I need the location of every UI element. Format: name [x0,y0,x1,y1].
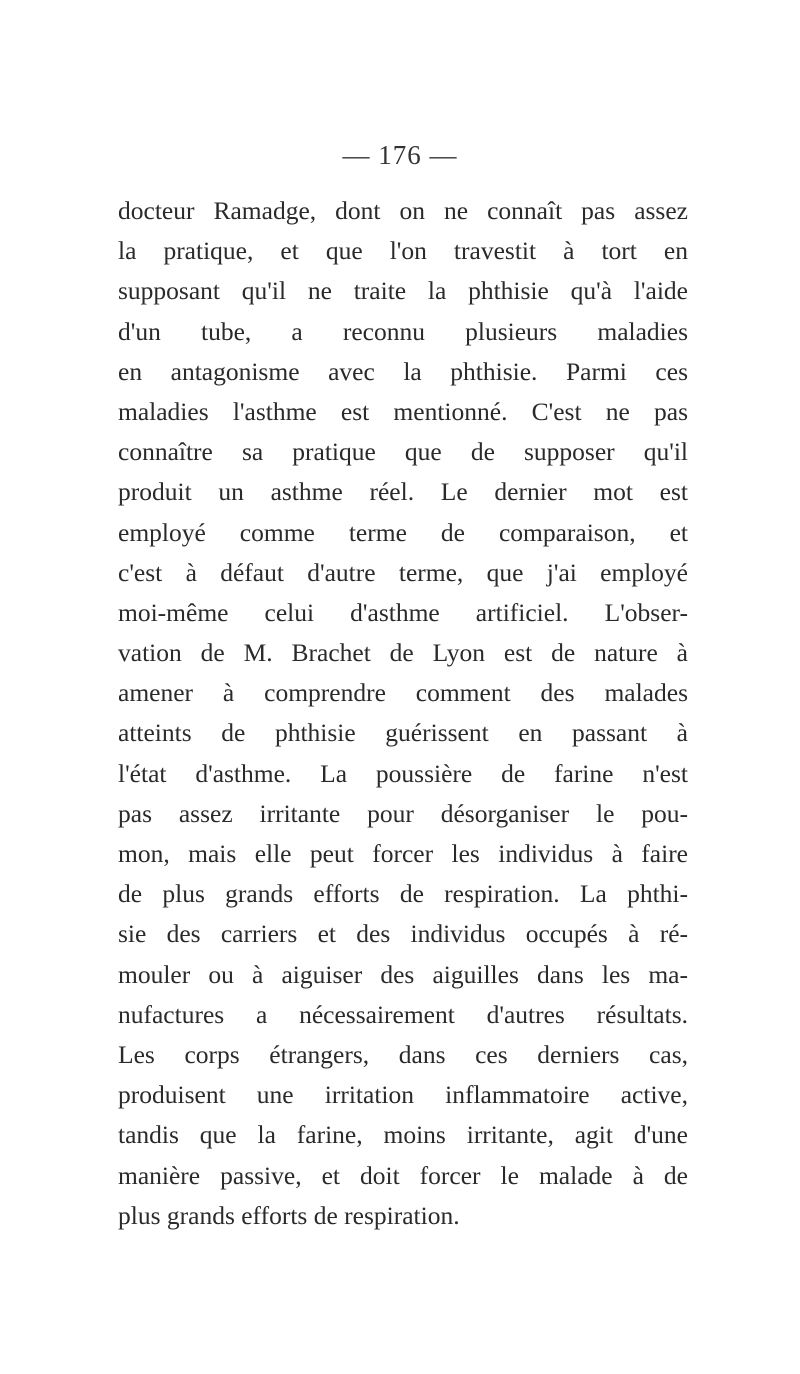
body-text [118,191,688,1236]
text-line: docteur Ramadge, dont on ne connaît pas assez [118,196,688,225]
text-line: l'état d'asthme. La poussière de farine n'est [118,758,688,788]
text-line: c'est à défaut d'autre terme, que j'ai employé [118,557,688,587]
text-line: d'un tube, a reconnu plusieurs maladies [118,316,688,346]
text-line: supposant qu'il ne traite la phthisie qu'à l'aide [118,276,688,306]
text-line: Les corps étrangers, dans ces derniers cas, [118,1039,688,1069]
text-line: nufactures a nécessairement d'autres résultats. [118,999,688,1029]
text-line: produit un asthme réel. Le dernier mot est [118,477,688,507]
text-line: mouler ou à aiguiser des aiguilles dans les ma- [118,959,688,989]
text-line: sie des carriers et des individus occupés à ré- [118,919,688,949]
text-line: plus grands efforts de respiration. [118,1200,460,1230]
text-line: de plus grands efforts de respiration. La phthi- [118,879,688,909]
text-line: manière passive, et doit forcer le malade à de [118,1160,688,1190]
text-line: maladies l'asthme est mentionné. C'est ne pas [118,396,688,426]
page-number: — 176 — [342,140,458,170]
text-line: connaître sa pratique que de supposer qu'il [118,437,688,467]
text-line: pas assez irritante pour désorganiser le pou- [118,798,688,828]
text-line: produisent une irritation inflammatoire active, [118,1080,688,1110]
text-line: employé comme terme de comparaison, et [118,517,688,547]
text-line: en antagonisme avec la phthisie. Parmi ces [118,356,688,386]
text-line: amener à comprendre comment des malades [118,678,688,708]
text-line: tandis que la farine, moins irritante, agit d'une [118,1120,688,1150]
text-line: la pratique, et que l'on travestit à tort en [118,236,688,266]
text-line: atteints de phthisie guérissent en passant à [118,718,688,748]
text-line: vation de M. Brachet de Lyon est de nature à [118,638,688,668]
text-line: mon, mais elle peut forcer les individus à faire [118,839,688,868]
text-line: moi-même celui d'asthme artificiel. L'obser- [118,597,688,627]
